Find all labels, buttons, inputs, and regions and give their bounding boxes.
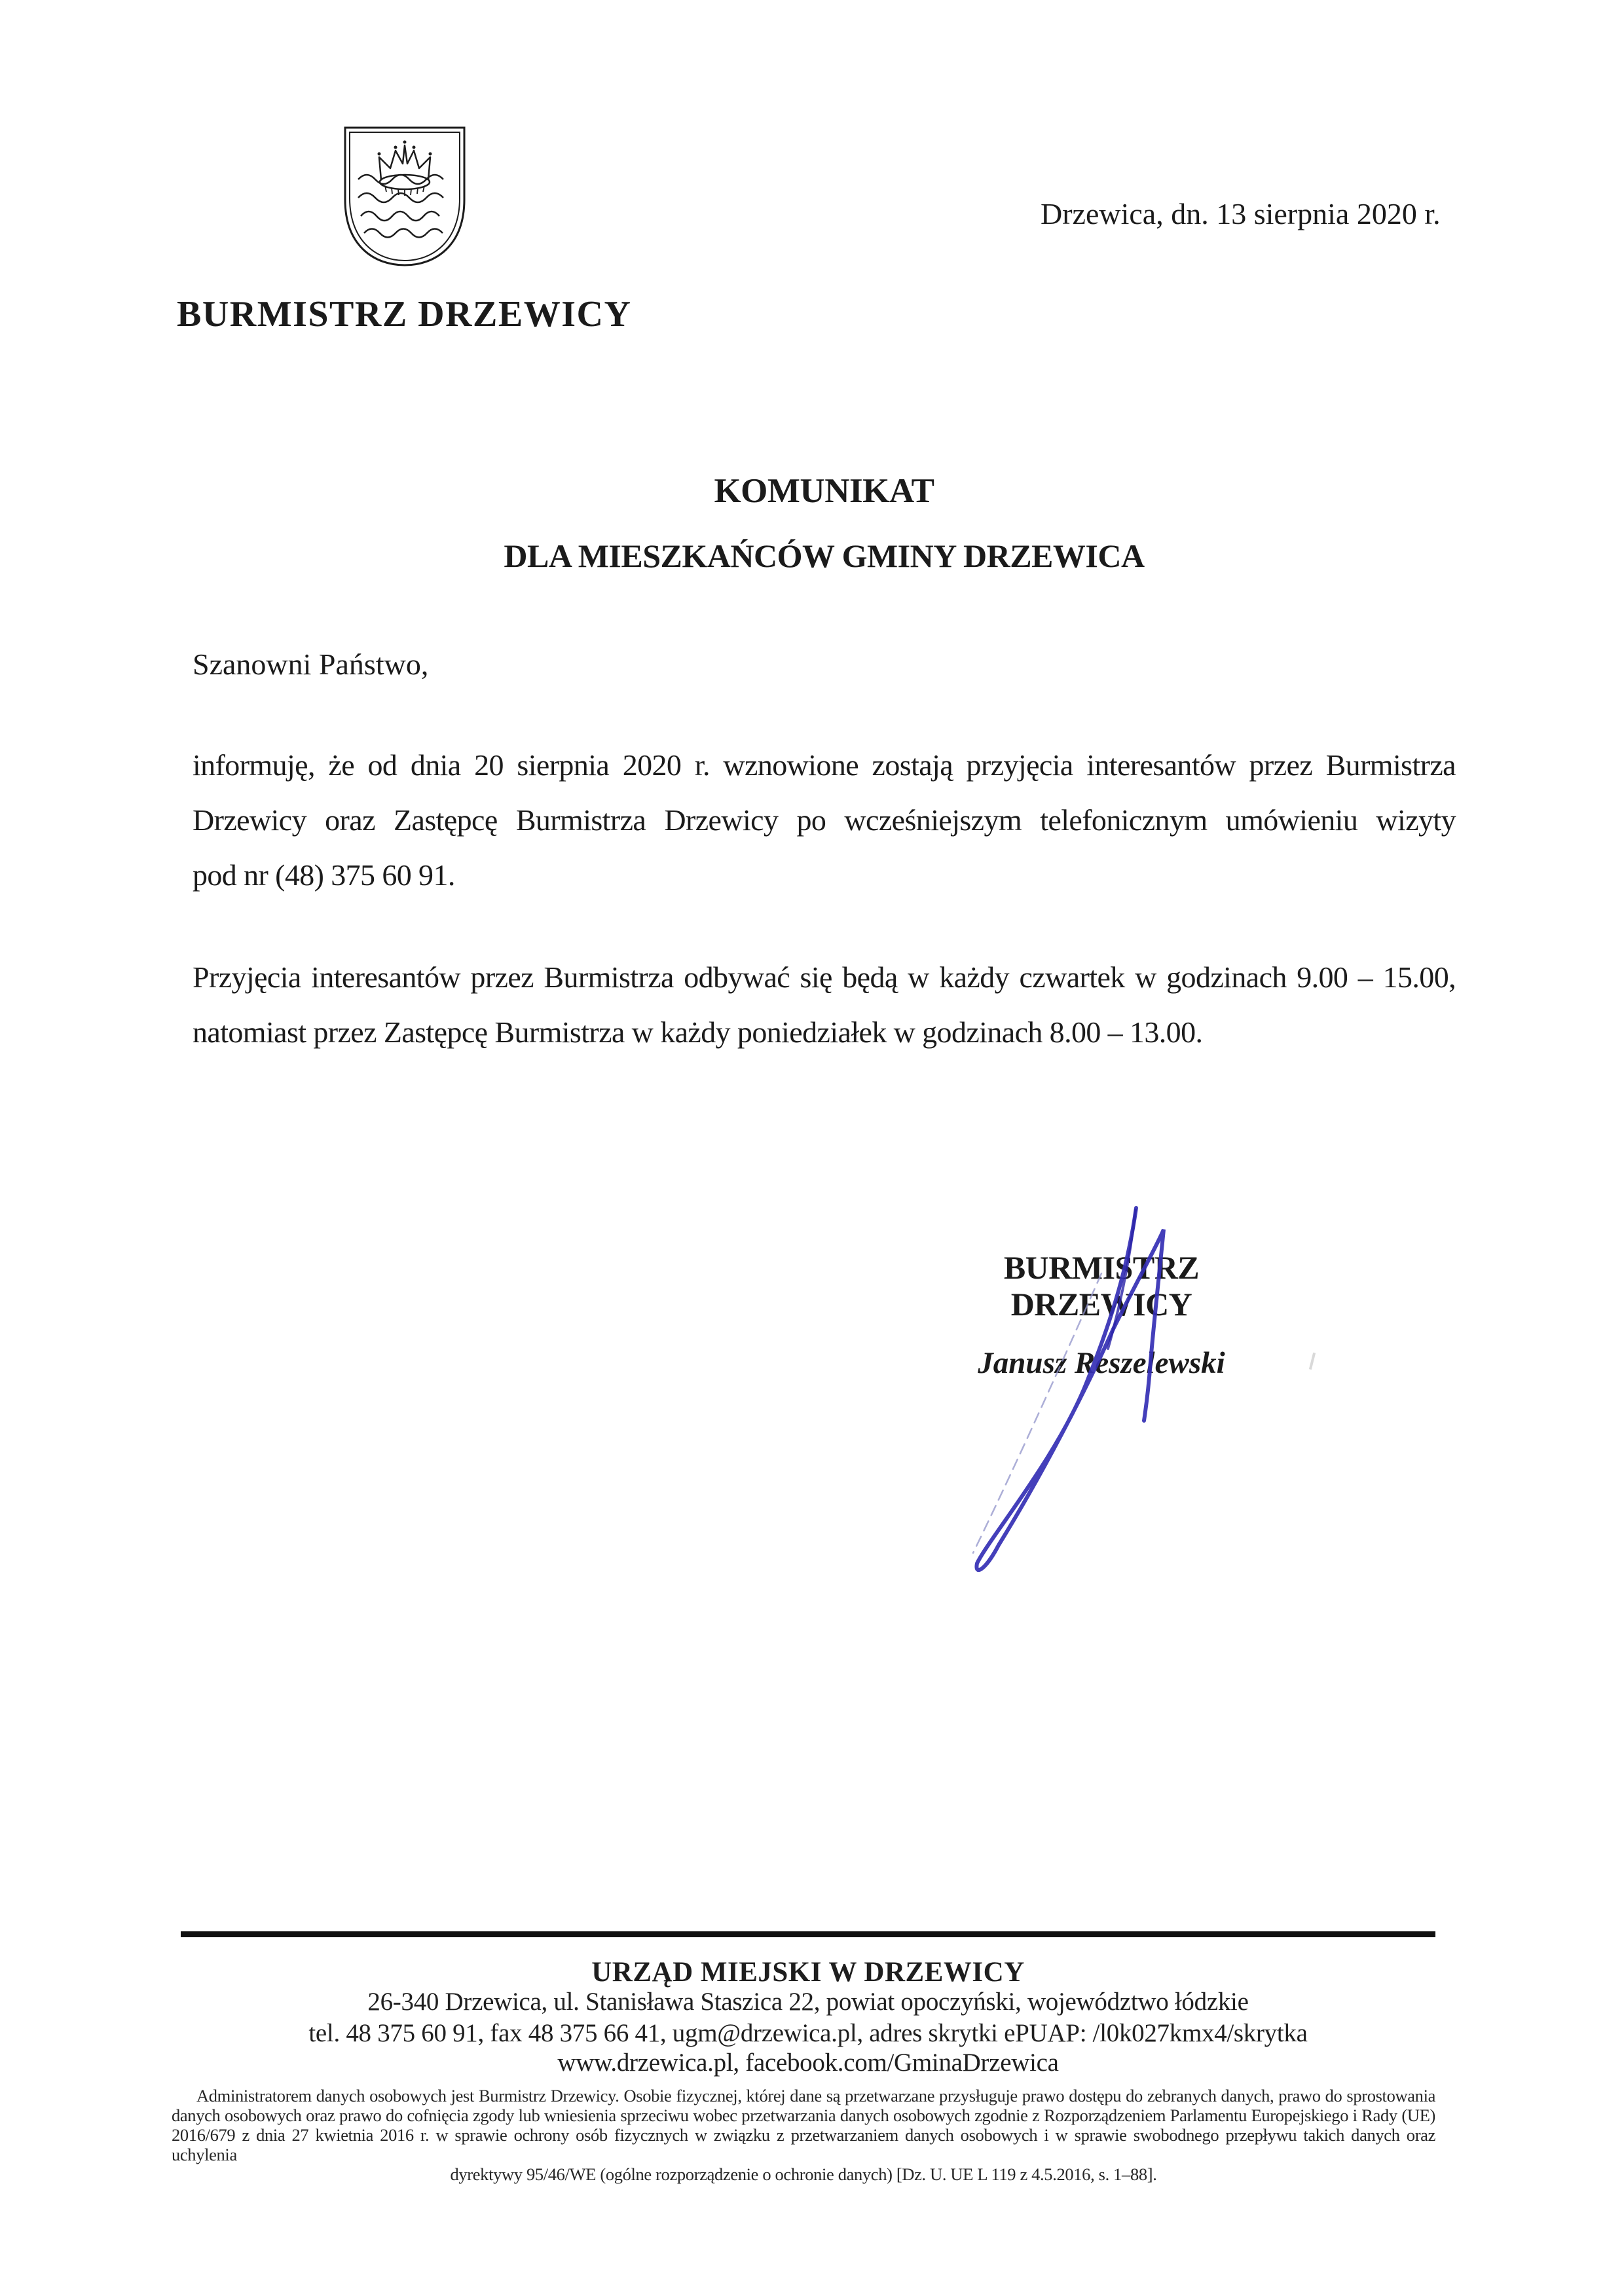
rodo-line: Administratorem danych osobowych jest Burmistrz Drzewicy. Osobie fizycznej, której dane są przetwarzane przysługuje prawo dostępu do zebranych danych, prawo do sprostowania bbox=[196, 2086, 1435, 2105]
notice-subtitle: DLA MIESZKAŃCÓW GMINY DRZEWICA bbox=[504, 538, 1145, 574]
sender-title: BURMISTRZ DRZEWICY bbox=[177, 294, 632, 335]
footer-web: www.drzewica.pl, facebook.com/GminaDrzewica bbox=[557, 2049, 1059, 2077]
body-line: natomiast przez Zastępcę Burmistrza w każdy poniedziałek w godzinach 8.00 – 13.00. bbox=[193, 1015, 1203, 1049]
footer-address: 26-340 Drzewica, ul. Stanisława Staszica 22, powiat opoczyński, województwo łódzkie bbox=[367, 1988, 1249, 2016]
body-line: pod nr (48) 375 60 91. bbox=[193, 858, 455, 892]
rodo-clause bbox=[172, 2086, 1435, 2184]
scan-artifact bbox=[1309, 1353, 1316, 1370]
rodo-line: dyrektywy 95/46/WE (ogólne rozporządzenie o ochronie danych) [Dz. U. UE L 119 z 4.5.2016, s. 1–88]. bbox=[450, 2164, 1157, 2184]
signature-role: BURMISTRZ DRZEWICY bbox=[1003, 1249, 1200, 1322]
body-line: informuję, że od dnia 20 sierpnia 2020 r. wznowione zostają przyjęcia interesantów przez Burmistrza bbox=[193, 748, 1456, 782]
body-line: Drzewicy oraz Zastępcę Burmistrza Drzewicy po wcześniejszym telefonicznym umówieniu wizyty bbox=[193, 803, 1456, 837]
footer-divider bbox=[181, 1931, 1435, 1937]
date-line: Drzewica, dn. 13 sierpnia 2020 r. bbox=[1041, 197, 1441, 230]
body-paragraph-1 bbox=[193, 738, 1456, 903]
body-line: Przyjęcia interesantów przez Burmistrza odbywać się będą w każdy czwartek w godzinach 9.00 – 15.00, bbox=[193, 960, 1456, 994]
rodo-line: 2016/679 z dnia 27 kwietnia 2016 r. w sprawie ochrony osób fizycznych w związku z przetwarzaniem danych osobowych i w sprawie swobodnego przepływu takich danych oraz uchylenia bbox=[172, 2125, 1435, 2164]
notice-title: KOMUNIKAT bbox=[714, 472, 934, 510]
signature-block bbox=[912, 1249, 1291, 1380]
handwritten-signature-icon bbox=[917, 1178, 1231, 1611]
signature-name: Janusz Reszelewski bbox=[978, 1346, 1225, 1380]
body-paragraph-2 bbox=[193, 950, 1456, 1060]
footer-org-name: URZĄD MIEJSKI W DRZEWICY bbox=[591, 1957, 1025, 1988]
footer-contact: tel. 48 375 60 91, fax 48 375 66 41, ugm@drzewica.pl, adres skrytki ePUAP: /l0k027kmx4/skrytka bbox=[308, 2019, 1308, 2047]
coat-of-arms-icon bbox=[342, 124, 468, 268]
salutation: Szanowni Państwo, bbox=[193, 647, 429, 681]
rodo-line: danych osobowych oraz prawo do cofnięcia zgody lub wniesienia sprzeciwu wobec przetwarzania danych osobowych zgodnie z Rozporządzeniem Parlamentu Europejskiego i Rady (UE) bbox=[172, 2105, 1435, 2125]
